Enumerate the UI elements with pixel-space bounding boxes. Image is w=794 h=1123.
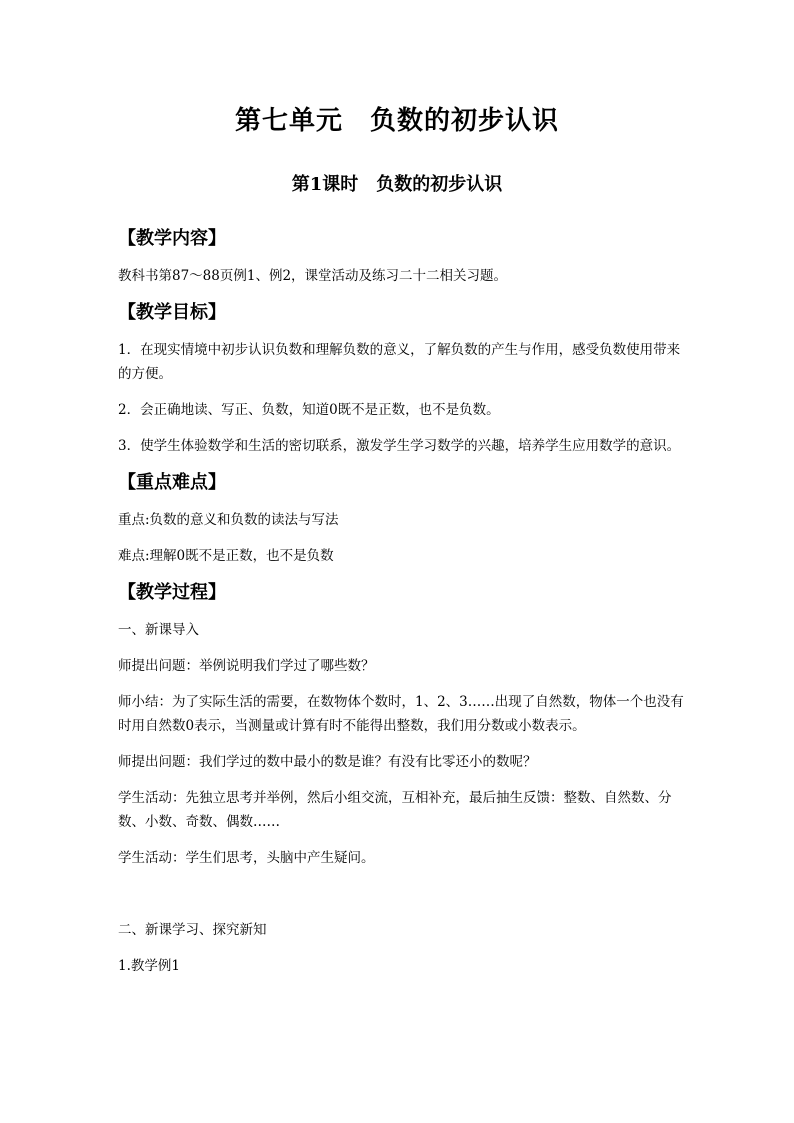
keypoint-focus: 重点:负数的意义和负数的读法与写法: [118, 512, 339, 528]
teacher-summary: 师小结：为了实际生活的需要，在数物体个数时，1、2、3……出现了自然数，物体一个也没有时用自然数0表示，当测量或计算有时不能得出整数，我们用分数或小数表示。: [118, 694, 684, 734]
section-heading-content: 【教学内容】: [118, 228, 226, 249]
lesson-title: 第1课时 负数的初步认识: [291, 174, 503, 195]
keypoint-difficulty: 难点:理解0既不是正数，也不是负数: [118, 548, 334, 564]
goal-item-3: 3．使学生体验数学和生活的密切联系，激发学生学习数学的兴趣，培养学生应用数学的意识。: [118, 438, 681, 454]
section-heading-keypoints: 【重点难点】: [118, 472, 226, 493]
student-activity-1: 学生活动：先独立思考并举例，然后小组交流，互相补充，最后抽生反馈：整数、自然数、分数、小数、奇数、偶数……: [118, 790, 672, 830]
teacher-question-1: 师提出问题：举例说明我们学过了哪些数？: [118, 658, 375, 674]
section-heading-goals: 【教学目标】: [118, 302, 226, 323]
example-1-heading: 1.教学例1: [118, 958, 180, 974]
content-paragraph: 教科书第87～88页例1、例2，课堂活动及练习二十二相关习题。: [118, 268, 508, 284]
unit-title: 第七单元 负数的初步认识: [234, 106, 559, 136]
document-body: [118, 226, 684, 990]
section-heading-process: 【教学过程】: [118, 582, 226, 603]
process-step-new-learning: 二、新课学习、探究新知: [118, 922, 267, 938]
student-activity-2: 学生活动：学生们思考，头脑中产生疑问。: [118, 850, 375, 866]
goal-item-1: 1．在现实情境中初步认识负数和理解负数的意义，了解负数的产生与作用，感受负数使用带来的方便。: [118, 342, 681, 382]
teacher-question-2: 师提出问题：我们学过的数中最小的数是谁？有没有比零还小的数呢？: [118, 754, 537, 770]
goal-item-2: 2．会正确地读、写正、负数，知道0既不是正数，也不是负数。: [118, 402, 500, 418]
process-step-intro: 一、新课导入: [118, 622, 199, 638]
